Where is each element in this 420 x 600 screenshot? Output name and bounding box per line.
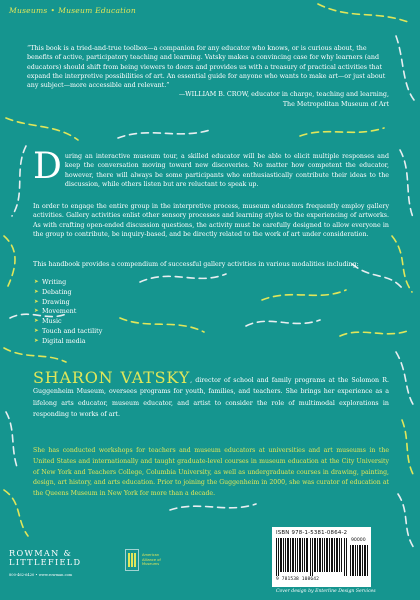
partner-logo (125, 549, 161, 571)
partner-name (142, 553, 161, 566)
list-item (34, 337, 102, 347)
list-item-label: Drawing (42, 297, 70, 306)
museum-alliance-icon (125, 549, 139, 571)
modalities-list (34, 278, 102, 347)
barcode-digits: 9 781538 108642 (276, 577, 319, 582)
barcode-icon (276, 538, 348, 576)
attribution-org: The Metropolitan Museum of Art (282, 100, 389, 108)
list-item-label: Debating (42, 287, 72, 296)
arrow-icon: ➤ (34, 327, 39, 334)
paragraph-1-text: uring an interactive museum tour, a skilled educator will be able to elicit multiple responses and keep the conversation moving toward new discoveries. No matter how competent the educator, however, there will always be some participants who enthusiastically contribute their ideas to the discussion, while others listen but are reluctant to speak up. (64, 153, 389, 189)
series-name: Museums (9, 6, 48, 15)
attribution-name: —WILLIAM B. CROW, educator in charge, teaching and learning, (178, 91, 389, 99)
author-bio (33, 368, 389, 421)
list-item-label: Digital media (42, 336, 86, 345)
publisher-logo-line-1: ROWMAN & (9, 548, 73, 558)
publisher-logo-line-2: LITTLEFIELD (9, 557, 82, 568)
arrow-icon: ➤ (34, 279, 39, 285)
list-item (34, 278, 102, 288)
partner-name-line-1: American (142, 553, 160, 558)
arrow-icon: ➤ (34, 337, 39, 344)
list-item (34, 288, 102, 298)
series-separator: • (50, 6, 56, 15)
list-item-label: Movement (42, 307, 77, 316)
arrow-icon: ➤ (34, 308, 39, 315)
arrow-icon: ➤ (34, 318, 39, 325)
author-bio-continued: She has conducted workshops for teachers and museum educators at universities and art museums in the United States and internationally and taught graduate-level courses in museum education at the City University of New York and Teachers College, Columbia University, as well as undergraduate courses in drawing, painting, design, art history, and arts education. Prior to joining the Guggenheim in 2000, she was curator of education at the Queens Museum in New York for more than a decade. (33, 447, 389, 498)
subseries-name: Museum Education (58, 6, 136, 15)
partner-name-line-2: Alliance of (142, 557, 161, 562)
partner-name-line-3: Museums (142, 562, 160, 567)
list-item (34, 327, 102, 337)
publisher-contact: 800-462-6420 • www.rowman.com (9, 573, 73, 577)
price-addon-number: 90000 (351, 538, 366, 543)
list-item-label: Touch and tactility (42, 326, 103, 335)
description-paragraph-2: In order to engage the entire group in the interpretive process, museum educators frequently employ gallery activities. Gallery activities enlist other sensory processes and learning styles to the experiencing of artworks. As with crafting open-ended discussion questions, the activity must be carefully designed to allow everyone in the group to contribute, be inquiry-based, and be directly related to the work of art under consideration. (33, 203, 389, 239)
list-item (34, 298, 102, 308)
cover-design-credit: Cover design by Enterline Design Services (276, 589, 376, 594)
list-item (34, 307, 102, 317)
author-name: SHARON VATSKY (33, 368, 191, 387)
arrow-icon: ➤ (34, 288, 39, 295)
isbn-number: ISBN 978-1-5381-0864-2 (276, 530, 348, 536)
addon-barcode-icon (350, 545, 368, 576)
endorsement-blurb (27, 44, 389, 109)
description-paragraph-1 (33, 146, 389, 190)
arrow-icon: ➤ (34, 298, 39, 305)
isbn-barcode (272, 527, 371, 587)
publisher-logo (9, 549, 81, 568)
endorsement-attribution (27, 90, 389, 109)
description-paragraph-3: This handbook provides a compendium of successful gallery activities in various modalities including: (33, 261, 359, 268)
list-item-label: Writing (42, 278, 67, 286)
list-item (34, 317, 102, 327)
drop-cap: D (33, 146, 62, 187)
author-bio-text: , director of school and family programs at the Solomon R. Guggenheim Museum, oversees programs for youth, families, and teachers. She brings her experience as a lifelong arts educator, museum educator, and artist to consider the role of multimodal explorations in responding to works of art. (33, 377, 389, 419)
series-header (9, 6, 136, 15)
endorsement-quote: “This book is a tried-and-true toolbox—a companion for any educator who knows, or is curious about, the benefits of active, participatory teaching and learning. Vatsky makes a convincing case for why learners (and educators) should shift from being viewers to doers and provides us with a treasury of practical activities that expand the interpretive possibilities of art. An essential guide for anyone who wants to make art—or just about any subject—more accessible and relevant.” (27, 45, 386, 90)
list-item-label: Music (42, 317, 62, 326)
